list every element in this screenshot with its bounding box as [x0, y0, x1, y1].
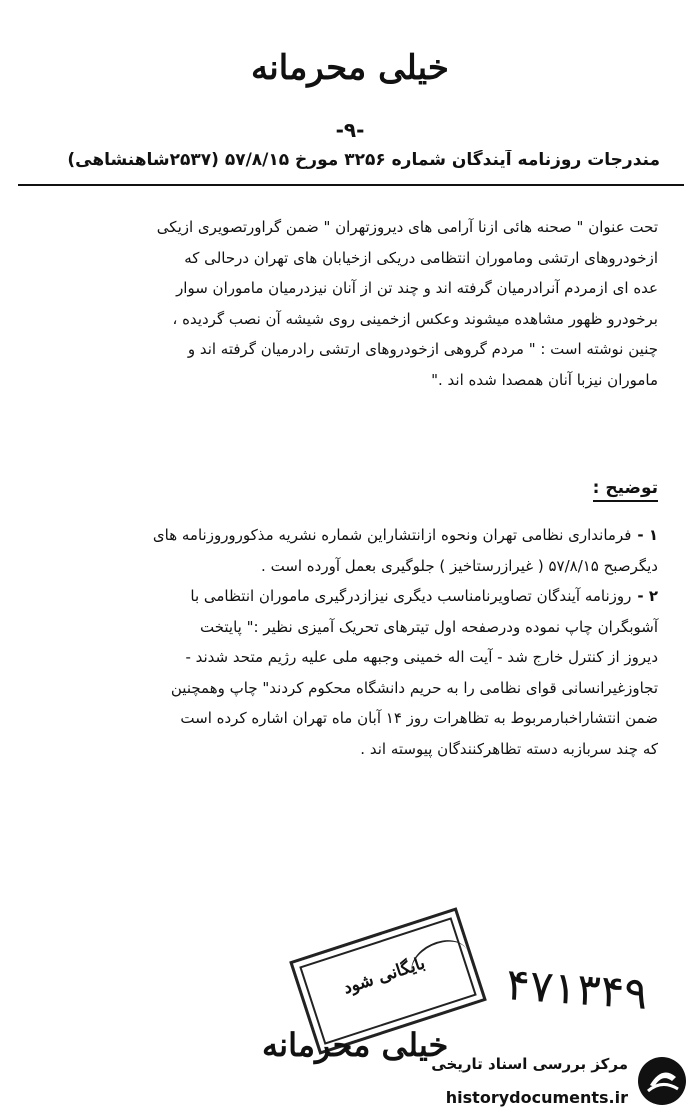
note-line: ضمن انتشاراخبارمربوط به تظاهرات روز ۱۴ آبان ماه تهران اشاره کرده است [180, 709, 658, 727]
body-line: برخودرو ظهور مشاهده میشوند وعکس ازخمینی روی شیشه آن نصب گردیده ، [172, 309, 658, 328]
bottom-classification: خیلی محرمانه [262, 1026, 449, 1064]
note-number: ۲ - [637, 587, 658, 605]
body-line: تحت عنوان " صحنه هائی ازنا آرامی های دیروزتهران " ضمن گراورتصویری ازیکی [156, 218, 658, 236]
watermark-site: historydocuments.ir [445, 1088, 628, 1107]
document-header: مندرجات روزنامه آیندگان شماره ۳۲۵۶ مورخ ۵۷/۸/۱۵ (۲۵۳۷شاهنشاهی) [67, 150, 660, 170]
body-line: ازخودروهای ارتشی وماموران انتظامی دریکی ازخیابان های تهران درحالی که [184, 248, 658, 267]
note-text: روزنامه آیندگان تصاویرنامناسب دیگری نیزازدرگیری ماموران انتظامی با [190, 587, 632, 605]
note-line [36, 581, 658, 612]
watermark-name: مرکز بررسی اسناد تاریخی [431, 1055, 628, 1073]
note-line [36, 520, 658, 551]
body-line: ماموران نیزبا آنان همصدا شده اند ." [431, 370, 658, 389]
top-classification: خیلی محرمانه [251, 48, 449, 88]
note-line: دیروز از کنترل خارج شد - آیت اله خمینی وجبهه ملی علیه رژیم متحد شدند - [185, 648, 658, 666]
stamp-text: بایگانی شود [340, 953, 428, 999]
handwritten-number: ۴۷۱۳۴۹ [504, 959, 650, 1020]
header-rule [18, 184, 684, 186]
watermark [428, 1055, 688, 1107]
note-line: که چند سربازبه دسته تظاهرکنندگان پیوسته اند . [360, 739, 658, 758]
archive-logo-icon [636, 1055, 688, 1107]
note-line: آشوبگران چاپ نموده ودرصفحه اول تیترهای تحریک آمیزی نظیر :" پایتخت [199, 617, 658, 636]
note-number: ۱ - [637, 526, 658, 544]
page-number: -۹- [335, 118, 365, 142]
body-text [38, 212, 658, 395]
explanation-label: توضیح : [593, 478, 658, 502]
note-line: دیگرصبح ۵۷/۸/۱۵ ( غیرازرستاخیز ) جلوگیری بعمل آورده است . [261, 556, 658, 575]
notes-section [36, 520, 658, 764]
note-line: تجاوزغیرانسانی قوای نظامی را به حریم دانشگاه محکوم کردند" چاپ وهمچنین [170, 678, 658, 697]
body-line: چنین نوشته است : " مردم گروهی ازخودروهای ارتشی رادرمیان گرفته اند و [187, 340, 658, 358]
note-text: فرمانداری نظامی تهران ونحوه ازانتشاراین شماره نشریه مذکوروروزنامه های [152, 526, 632, 544]
body-line: عده ای ازمردم آنرادرمیان گرفته اند و چند تن از آنان نیزدرمیان ماموران سوار [176, 279, 658, 297]
